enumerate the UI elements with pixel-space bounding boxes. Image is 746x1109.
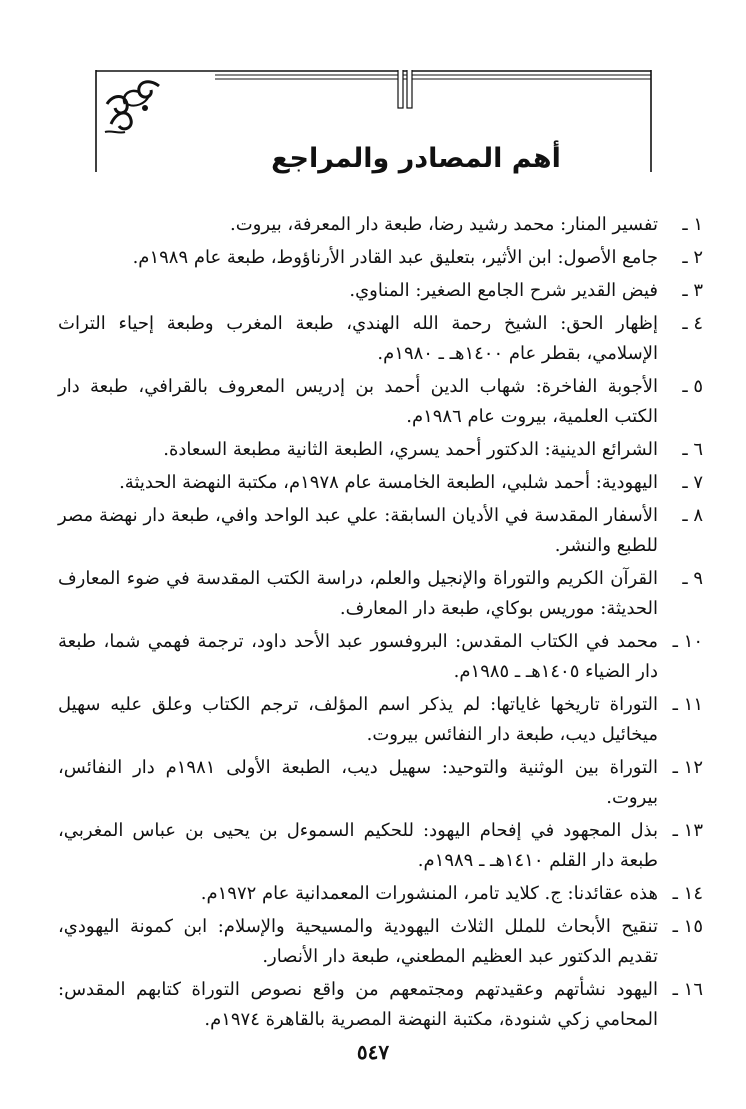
reference-item bbox=[58, 309, 703, 369]
reference-text: اليهود نشأتهم وعقيدتهم ومجتمعهم من واقع نصوص التوراة كتابهم المقدس: المحامي زكي شنودة، مكتبة النهضة المصرية بالقاهرة ١٩٧٤م. bbox=[58, 979, 658, 1030]
reference-number: ١٦ ـ bbox=[672, 979, 703, 1000]
reference-number: ٨ ـ bbox=[682, 505, 703, 526]
reference-item bbox=[58, 627, 703, 687]
reference-number: ٤ ـ bbox=[682, 313, 703, 334]
ornament-icon bbox=[99, 74, 169, 144]
reference-number: ٢ ـ bbox=[682, 247, 703, 268]
reference-item bbox=[58, 879, 703, 909]
reference-number: ٧ ـ bbox=[682, 472, 703, 493]
reference-list bbox=[58, 210, 703, 1038]
reference-number: ١ ـ bbox=[682, 214, 703, 235]
reference-item bbox=[58, 816, 703, 876]
reference-text: الشرائع الدينية: الدكتور أحمد يسري، الطبعة الثانية مطبعة السعادة. bbox=[163, 439, 658, 460]
reference-number: ١٢ ـ bbox=[672, 757, 703, 778]
reference-number: ٥ ـ bbox=[682, 376, 703, 397]
reference-text: التوراة بين الوثنية والتوحيد: سهيل ديب، الطبعة الأولى ١٩٨١م دار النفائس، بيروت. bbox=[58, 757, 658, 808]
reference-text: القرآن الكريم والتوراة والإنجيل والعلم، دراسة الكتب المقدسة في ضوء المعارف الحديثة: موريس بوكاي، طبعة دار المعارف. bbox=[58, 568, 658, 619]
reference-text: التوراة تاريخها غاياتها: لم يذكر اسم المؤلف، ترجم الكتاب وعلق عليه سهيل ميخائيل ديب، طبعة دار النفائس بيروت. bbox=[58, 694, 658, 745]
reference-text: هذه عقائدنا: ج. كلايد تامر، المنشورات المعمدانية عام ١٩٧٢م. bbox=[200, 883, 658, 904]
reference-text: جامع الأصول: ابن الأثير، بتعليق عبد القادر الأرناؤوط، طبعة عام ١٩٨٩م. bbox=[132, 247, 658, 268]
reference-text: إظهار الحق: الشيخ رحمة الله الهندي، طبعة المغرب وطبعة إحياء التراث الإسلامي، بقطر عام ١٤٠٠هـ ـ ١٩٨٠م. bbox=[58, 313, 658, 364]
reference-number: ٣ ـ bbox=[682, 280, 703, 301]
reference-item bbox=[58, 753, 703, 813]
reference-text: تفسير المنار: محمد رشيد رضا، طبعة دار المعرفة، بيروت. bbox=[229, 214, 658, 235]
reference-item bbox=[58, 564, 703, 624]
reference-text: الأجوبة الفاخرة: شهاب الدين أحمد بن إدريس المعروف بالقرافي، طبعة دار الكتب العلمية، بيروت عام ١٩٨٦م. bbox=[58, 376, 658, 427]
reference-text: بذل المجهود في إفحام اليهود: للحكيم السموءل بن يحيى بن عباس المغربي، طبعة دار القلم ١٤١٠هـ ـ ١٩٨٩م. bbox=[58, 820, 658, 871]
reference-number: ٦ ـ bbox=[682, 439, 703, 460]
reference-number: ١٤ ـ bbox=[672, 883, 703, 904]
reference-number: ٩ ـ bbox=[682, 568, 703, 589]
reference-item bbox=[58, 501, 703, 561]
page-number: ٥٤٧ bbox=[356, 1040, 390, 1064]
reference-item bbox=[58, 435, 703, 465]
reference-item bbox=[58, 468, 703, 498]
reference-number: ١٠ ـ bbox=[672, 631, 703, 652]
reference-item bbox=[58, 975, 703, 1035]
reference-text: اليهودية: أحمد شلبي، الطبعة الخامسة عام ١٩٧٨م، مكتبة النهضة الحديثة. bbox=[119, 472, 658, 493]
reference-item bbox=[58, 210, 703, 240]
reference-text: محمد في الكتاب المقدس: البروفسور عبد الأحد داود، ترجمة فهمي شما، طبعة دار الضياء ١٤٠٥هـ ـ ١٩٨٥م. bbox=[58, 631, 658, 682]
reference-item bbox=[58, 372, 703, 432]
page-title: أهم المصادر والمراجع bbox=[240, 140, 592, 178]
reference-item bbox=[58, 912, 703, 972]
reference-item bbox=[58, 690, 703, 750]
reference-item bbox=[58, 243, 703, 273]
reference-item bbox=[58, 276, 703, 306]
reference-text: الأسفار المقدسة في الأديان السابقة: علي عبد الواحد وافي، طبعة دار نهضة مصر للطبع والنشر. bbox=[58, 505, 658, 556]
reference-number: ١٣ ـ bbox=[672, 820, 703, 841]
reference-text: تنقيح الأبحاث للملل الثلاث اليهودية والمسيحية والإسلام: ابن كمونة اليهودي، تقديم الدكتور عبد العظيم المطعني، طبعة دار الأنصار. bbox=[58, 916, 658, 967]
reference-text: فيض القدير شرح الجامع الصغير: المناوي. bbox=[349, 280, 658, 301]
reference-number: ١٥ ـ bbox=[672, 916, 703, 937]
reference-number: ١١ ـ bbox=[672, 694, 703, 715]
